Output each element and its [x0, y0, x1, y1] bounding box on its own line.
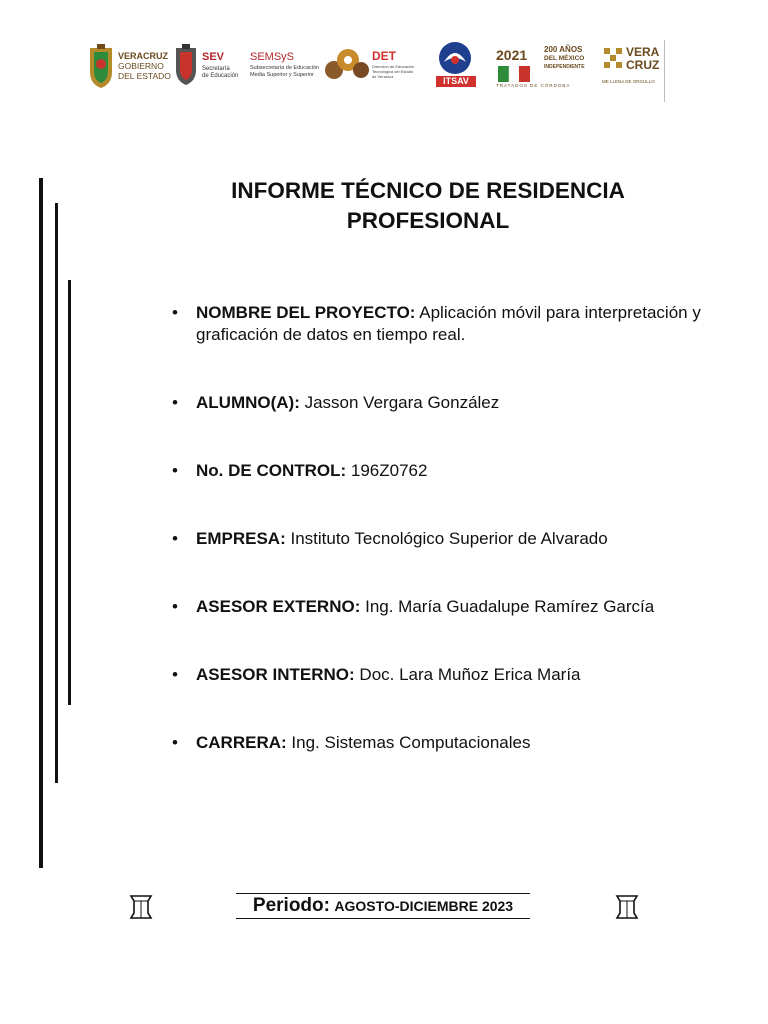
footer	[0, 893, 768, 933]
item-value: Doc. Lara Muñoz Erica María	[359, 665, 581, 684]
decorative-bar-outer	[39, 178, 43, 868]
det-logo-line3: Tecnológica del Estado	[372, 69, 414, 74]
sev-logo-line1: SEV	[202, 51, 225, 63]
list-item-internal-advisor	[168, 664, 728, 686]
2021-200-anios-logo	[496, 40, 590, 100]
bullet-icon: •	[172, 303, 178, 322]
veracruz-shield-icon	[88, 44, 114, 90]
item-label: ASESOR INTERNO:	[196, 665, 355, 684]
item-value: Ing. Sistemas Computacionales	[291, 733, 531, 752]
semsys-logo	[250, 40, 320, 100]
2021-logo-line3: DEL MÉXICO	[544, 55, 585, 62]
det-logo-line2: Dirección de Educación	[372, 64, 415, 69]
2021-logo-line2: 200 AÑOS	[544, 45, 583, 54]
sev-shield-icon	[174, 44, 198, 86]
2021-logo-line5: TRATADOS DE CÓRDOBA	[496, 83, 571, 88]
bullet-icon: •	[172, 597, 178, 616]
bullet-icon: •	[172, 665, 178, 684]
ornament-right-icon	[614, 893, 640, 921]
item-value: Ing. María Guadalupe Ramírez García	[365, 597, 655, 616]
det-logo-line4: de Veracruz	[372, 74, 394, 79]
item-value: Aplicación móvil para interpretación y graficación de datos en tiempo real.	[196, 303, 701, 344]
list-item-student	[168, 392, 728, 414]
det-emblem-icon	[322, 44, 372, 88]
list-item-career	[168, 732, 728, 754]
veracruz-orgullo-line2: CRUZ	[626, 58, 660, 72]
itsav-logo-line1: ITSAV	[436, 76, 476, 87]
item-value: Instituto Tecnológico Superior de Alvarado	[290, 529, 608, 548]
mexico-flag-icon	[498, 66, 530, 82]
veracruz-orgullo-line1: VERA	[626, 45, 660, 59]
2021-logo-line4: INDEPENDIENTE	[544, 64, 585, 70]
veracruz-logo-line3: DEL ESTADO	[118, 71, 171, 81]
list-item-control-number	[168, 460, 728, 482]
list-item-project	[168, 302, 728, 346]
period-value: AGOSTO-DICIEMBRE 2023	[334, 898, 514, 914]
sev-logo-line3: de Educación	[202, 73, 239, 79]
itsav-logo	[434, 40, 478, 100]
semsys-logo-line1: SEMSyS	[250, 51, 295, 63]
veracruz-orgullo-logo	[602, 40, 664, 100]
veracruz-logo-line2: GOBIERNO	[118, 61, 164, 71]
period-line	[236, 893, 530, 919]
info-list	[168, 302, 728, 754]
ornament-left-icon	[128, 893, 154, 921]
det-logo-line1: DET	[372, 49, 396, 63]
decorative-bar-inner	[68, 280, 71, 705]
decorative-bar-middle	[55, 203, 58, 783]
2021-logo-year: 2021	[496, 47, 528, 63]
veracruz-orgullo-line3: ME LLENA DE ORGULLO	[602, 79, 655, 84]
header-divider	[664, 40, 665, 102]
item-label: ASESOR EXTERNO:	[196, 597, 361, 616]
semsys-logo-line3: Media Superior y Superior	[250, 72, 314, 78]
sev-logo-line2: Secretaría	[202, 66, 230, 72]
document-title: INFORME TÉCNICO DE RESIDENCIA PROFESIONAL	[231, 178, 625, 233]
list-item-external-advisor	[168, 596, 728, 618]
item-label: ALUMNO(A):	[196, 393, 300, 412]
veracruz-logo-line1: VERACRUZ	[118, 51, 169, 61]
item-value: Jasson Vergara González	[304, 393, 500, 412]
itsav-emblem-icon	[434, 40, 476, 76]
sev-logo	[174, 40, 244, 100]
semsys-logo-line2: Subsecretaría de Educación	[250, 65, 320, 71]
bullet-icon: •	[172, 529, 178, 548]
veracruz-pattern-icon	[602, 46, 624, 72]
item-label: EMPRESA:	[196, 529, 286, 548]
item-label: No. DE CONTROL:	[196, 461, 347, 480]
bullet-icon: •	[172, 393, 178, 412]
veracruz-gobierno-logo	[86, 40, 171, 100]
header-logos	[86, 40, 666, 104]
bullet-icon: •	[172, 461, 178, 480]
bullet-icon: •	[172, 733, 178, 752]
item-label: NOMBRE DEL PROYECTO:	[196, 303, 416, 322]
list-item-company	[168, 528, 728, 550]
item-label: CARRERA:	[196, 733, 287, 752]
period-label: Periodo:	[252, 895, 330, 916]
item-value: 196Z0762	[350, 461, 428, 480]
det-logo	[322, 40, 420, 100]
